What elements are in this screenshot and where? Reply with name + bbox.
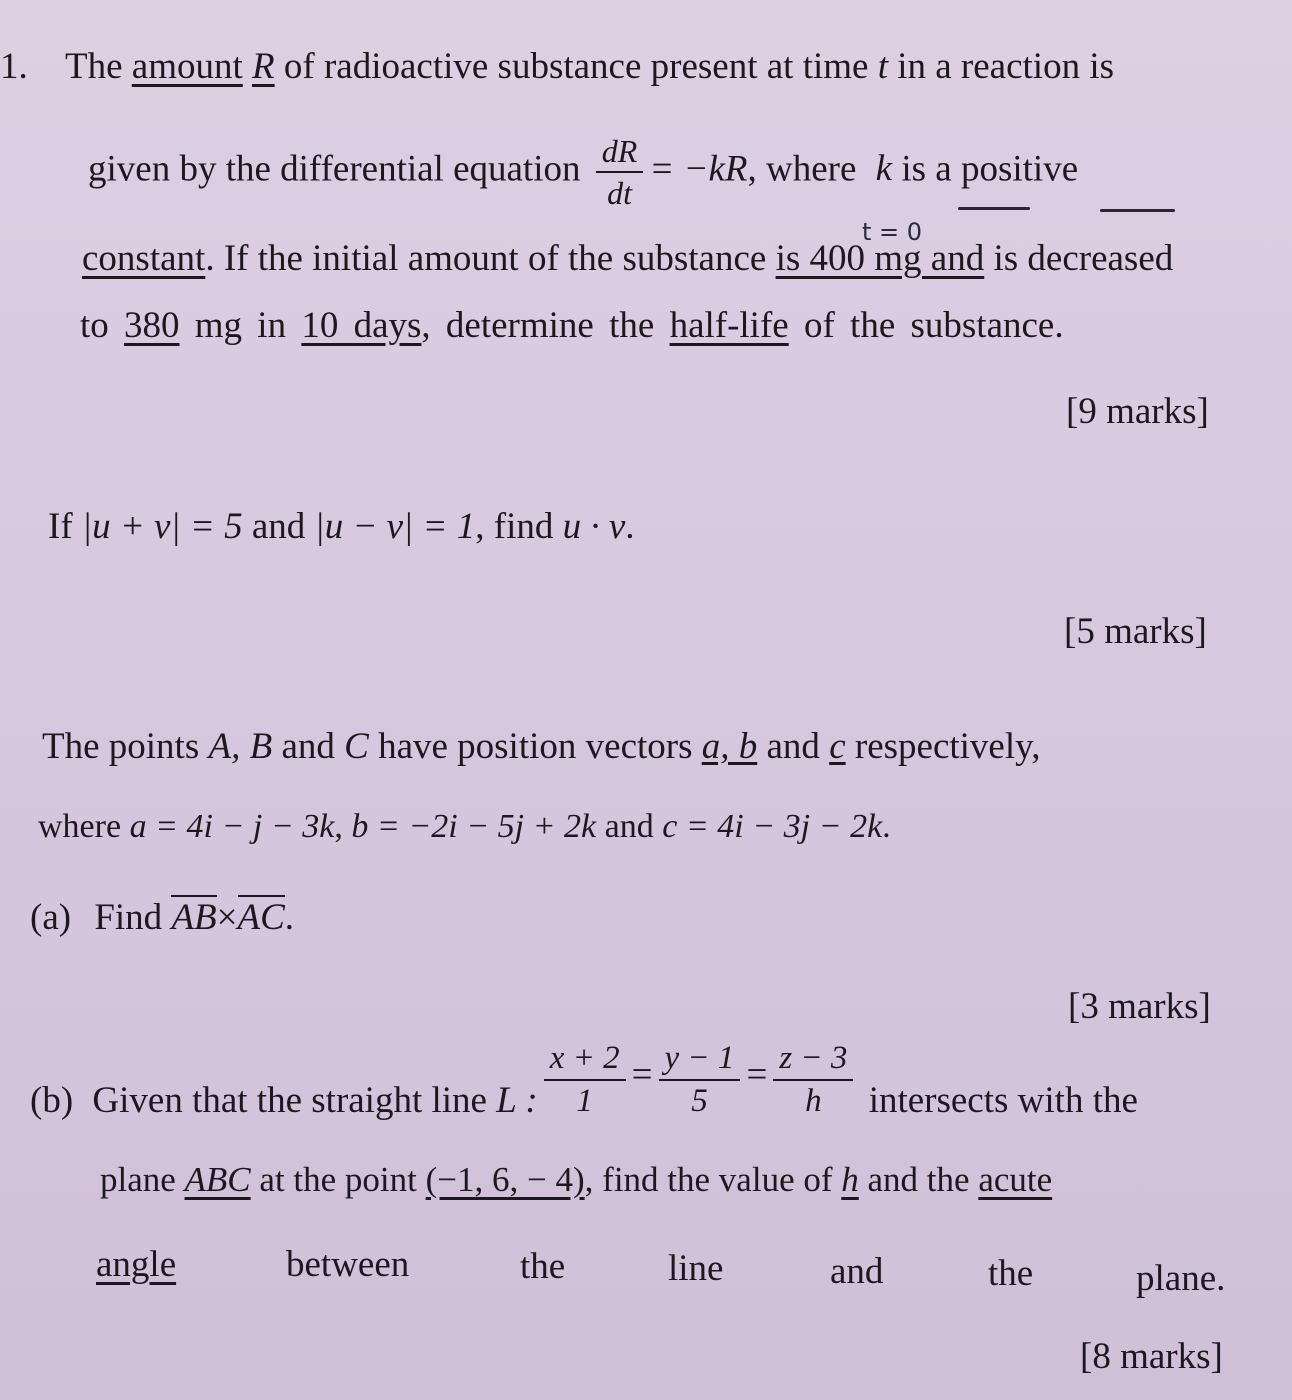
q1-line-1: 1. The amount R of radioactive substance present at time t in a reaction is [0,46,1115,87]
word-between: between [286,1244,410,1285]
q3-line-2: where a = 4i − j − 3k, b = −2i − 5j + 2k and c = 4i − 3j − 2k. [38,808,891,845]
dr-dt-fraction: $\frac{dR}{dt}$ [596,135,644,209]
q3a-marks: [3 marks] [1068,986,1211,1027]
pen-underline-positive [1100,209,1175,212]
vector-b-definition: b = −2i − 5j + 2k [351,808,597,845]
q1-line-3: constant. If the initial amount of the substance is 400 mg and is decreased [82,238,1174,279]
word-line: line [668,1248,724,1289]
q3b-line-2: plane ABC at the point (−1, 6, − 4), find the value of h and the acute [100,1160,1053,1199]
expr-u-plus-v: |u + v| = 5 [81,506,243,547]
q1-line-4: to 380 mg in 10 days, determine the half-life of the substance. [80,305,1064,346]
q2-marks: [5 marks] [1064,611,1207,652]
word-the-2: the [988,1253,1034,1294]
q3b-line-1: (b) Given that the straight line L : $\frac{x + 2}{1}$ = $\frac{y - 1}{5}$ = $\frac{z - 3}{h}$ intersects with the [30,1040,1138,1122]
word-plane: plane. [1136,1258,1226,1299]
vector-ab: AB [171,897,217,938]
expr-u-minus-v: |u − v| = 1 [314,506,476,547]
vector-ac: AC [237,897,285,938]
pen-underline-k [958,207,1030,210]
word-angle: angle [96,1244,177,1285]
fraction-y: $\frac{y - 1}{5}$ [659,1042,741,1118]
q2-line: If |u + v| = 5 and |u − v| = 1, find u · v. [48,506,635,547]
q3b-marks: [8 marks] [1080,1336,1223,1377]
expr-u-dot-v: u · v [562,506,626,547]
word-the-1: the [520,1246,566,1287]
vector-c-definition: c = 4i − 3j − 2k [662,808,883,845]
handwritten-t-equals-0: t = 0 [862,218,923,246]
q3-line-1: The points A, B and C have position vectors a, b and c respectively, [42,726,1041,767]
q1-marks: [9 marks] [1066,391,1209,432]
fraction-z: $\frac{z - 3}{h}$ [773,1042,853,1118]
q1-number: 1. [0,46,28,87]
vector-a-definition: a = 4i − j − 3k [129,808,335,845]
q3a-line: (a) Find AB×AC. [30,897,295,938]
word-and: and [830,1251,884,1292]
intersection-point: (−1, 6, − 4) [425,1160,585,1199]
fraction-x: $\frac{x + 2}{1}$ [544,1042,626,1118]
q1-line-2: given by the differential equation $\frac{dR}{dt}$ = −kR, where k is a positive [88,133,1079,211]
